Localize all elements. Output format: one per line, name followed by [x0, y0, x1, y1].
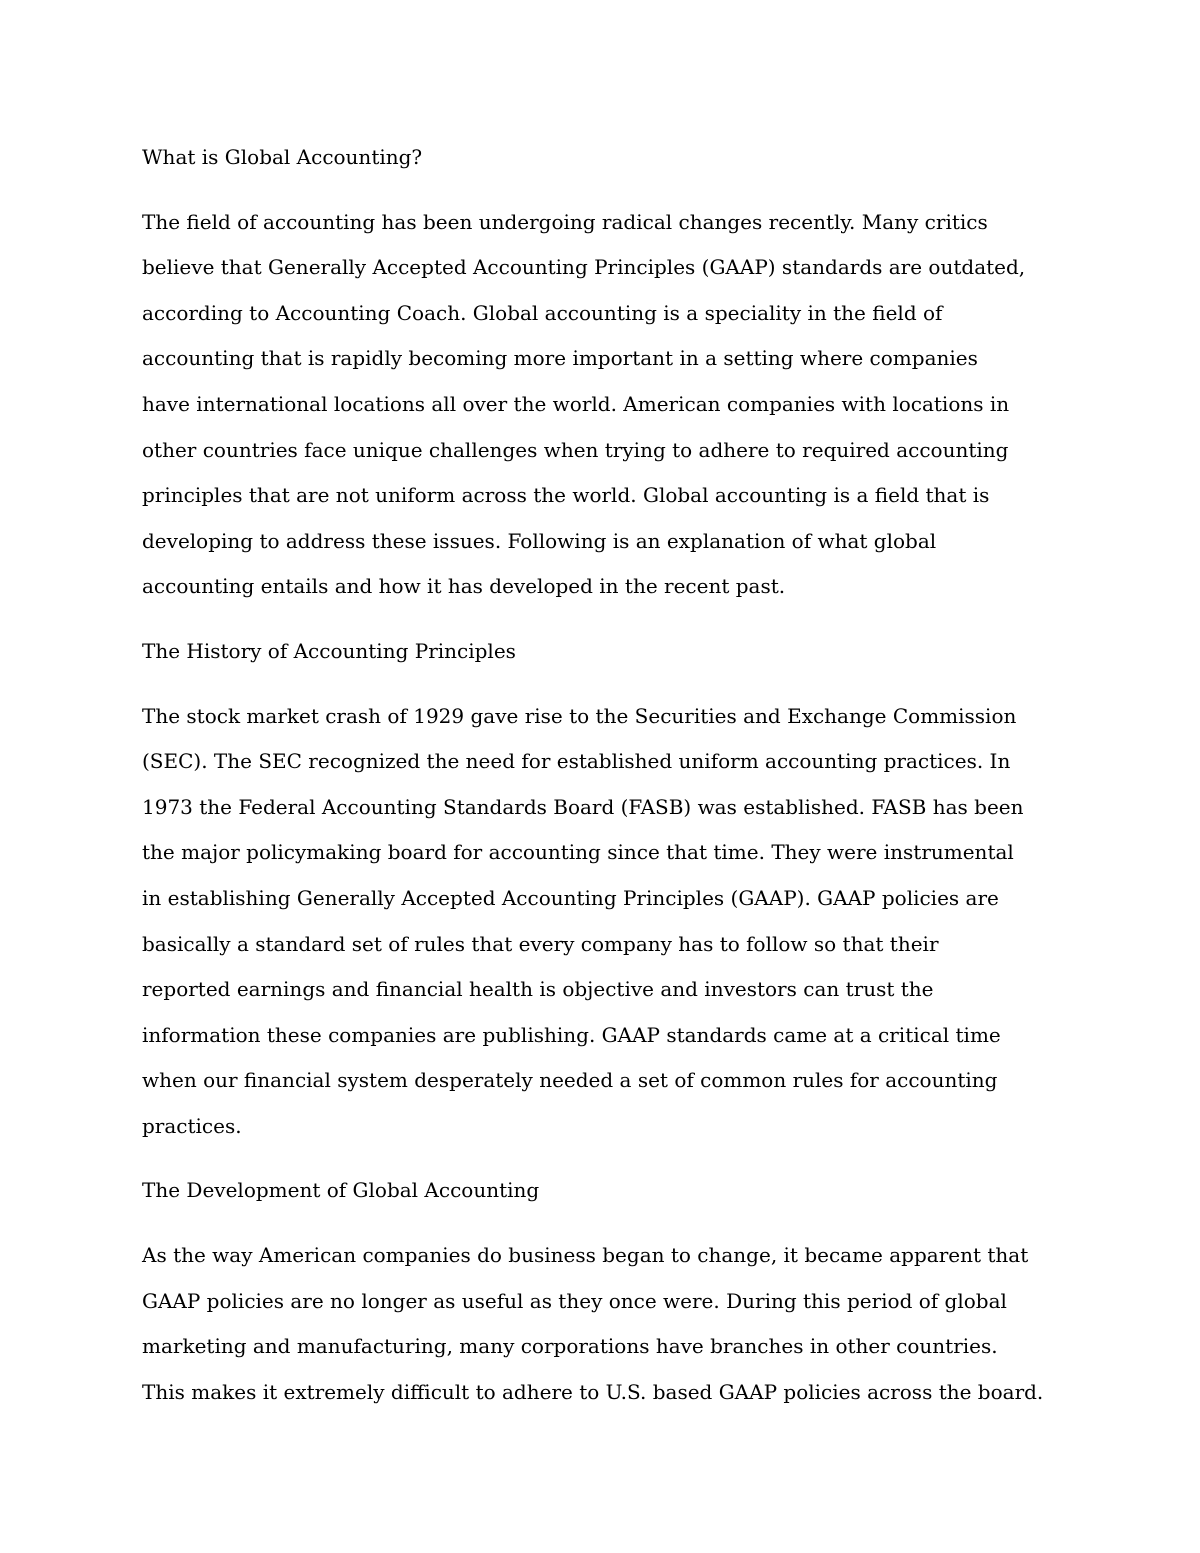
text-line: The field of accounting has been undergoing radical changes recently. Many critics	[142, 209, 988, 234]
paragraph-history	[142, 694, 1062, 1150]
text-line: developing to address these issues. Following is an explanation of what global	[142, 528, 937, 553]
text-line: (SEC). The SEC recognized the need for established uniform accounting practices. In	[142, 749, 1011, 774]
text-line: practices.	[142, 1113, 242, 1138]
text-line: according to Accounting Coach. Global accounting is a speciality in the field of	[142, 300, 943, 325]
heading-what-is-global-accounting: What is Global Accounting?	[142, 145, 423, 169]
text-line: 1973 the Federal Accounting Standards Board (FASB) was established. FASB has been	[142, 794, 1024, 819]
text-line: believe that Generally Accepted Accounting Principles (GAAP) standards are outdated,	[142, 255, 1026, 280]
paragraph-development	[142, 1233, 1062, 1415]
text-line: marketing and manufacturing, many corporations have branches in other countries.	[142, 1334, 998, 1359]
text-line: accounting entails and how it has developed in the recent past.	[142, 574, 786, 599]
paragraph-global-accounting-intro	[142, 200, 1062, 610]
text-line: reported earnings and financial health is objective and investors can trust the	[142, 977, 934, 1002]
text-line: GAAP policies are no longer as useful as they once were. During this period of global	[142, 1288, 1007, 1313]
text-line: have international locations all over the world. American companies with locations in	[142, 391, 1010, 416]
text-line: accounting that is rapidly becoming more important in a setting where companies	[142, 346, 978, 371]
document-body	[142, 135, 1062, 1415]
text-line: The stock market crash of 1929 gave rise to the Securities and Exchange Commission	[142, 703, 1017, 728]
text-line: information these companies are publishing. GAAP standards came at a critical time	[142, 1022, 1001, 1047]
text-line: As the way American companies do business began to change, it became apparent that	[142, 1243, 1029, 1268]
heading-development-of-global-accounting: The Development of Global Accounting	[142, 1178, 540, 1203]
text-line: when our financial system desperately needed a set of common rules for accounting	[142, 1068, 998, 1093]
text-line: in establishing Generally Accepted Accounting Principles (GAAP). GAAP policies are	[142, 885, 999, 910]
text-line: other countries face unique challenges when trying to adhere to required accounting	[142, 437, 1009, 462]
text-line: principles that are not uniform across the world. Global accounting is a field that is	[142, 483, 990, 508]
text-line: the major policymaking board for accounting since that time. They were instrumental	[142, 840, 1014, 865]
text-line: This makes it extremely difficult to adhere to U.S. based GAAP policies across the board.	[142, 1379, 1044, 1404]
text-line: basically a standard set of rules that every company has to follow so that their	[142, 931, 939, 956]
heading-history-of-accounting-principles: The History of Accounting Principles	[142, 638, 516, 663]
